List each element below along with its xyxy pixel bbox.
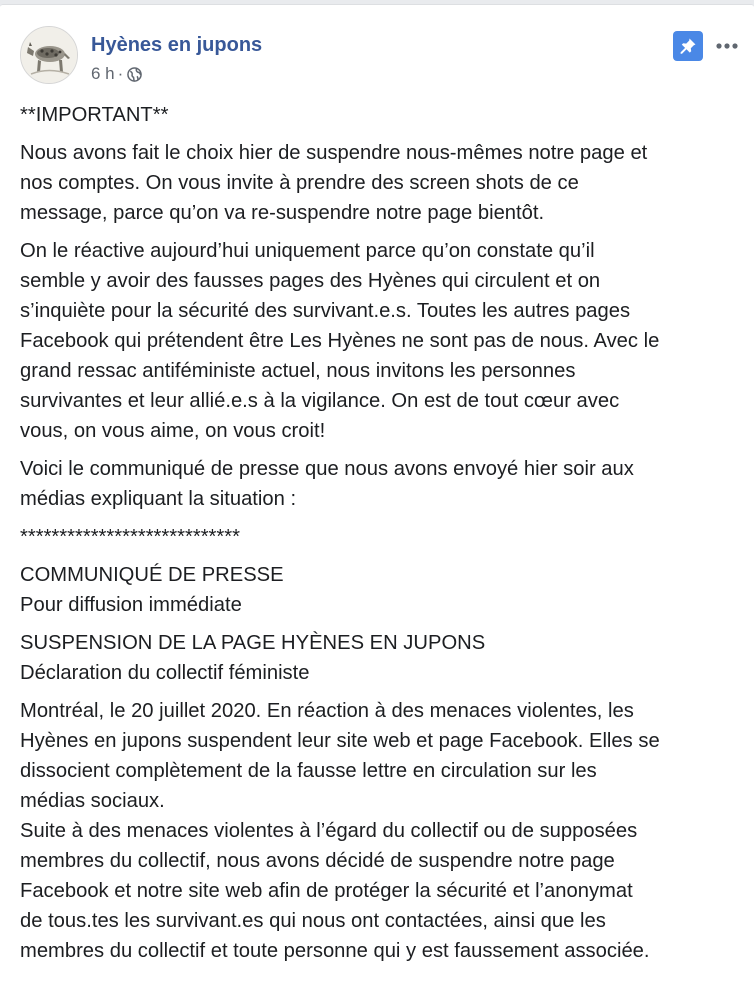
post-paragraph-press-intro: Voici le communiqué de presse que nous avons envoyé hier soir aux médias expliquant la situation : (20, 458, 634, 510)
post-card (0, 4, 754, 984)
globe-icon[interactable] (127, 67, 142, 82)
post-paragraph-separator: **************************** (20, 526, 240, 548)
post-paragraph-montreal: Montréal, le 20 juillet 2020. En réaction à des menaces violentes, les Hyènes en jupons suspendent leur site web et page Facebook. Elles se dissocient complètement de la fausse lettre en circulation sur les médias sociaux. (20, 700, 660, 812)
pin-post-button[interactable] (673, 31, 703, 61)
post-paragraph-press-header: COMMUNIQUÉ DE PRESSE Pour diffusion immédiate (20, 564, 284, 616)
post-paragraph-threats: Suite à des menaces violentes à l’égard du collectif ou de supposées membres du collectif, nous avons décidé de suspendre notre page Facebook et notre site web afin de protéger la sécurité et l’anonymat de tous.tes les survivant.es qui nous ont contactées, ainsi que les membres du collectif et toute personne qui y est faussement associée. (20, 820, 650, 962)
post-paragraph-suspension-choice: Nous avons fait le choix hier de suspendre nous-mêmes notre page et nos comptes. On vous invite à prendre des screen shots de ce message, parce qu’on va re-suspendre notre page bientôt. (20, 142, 648, 224)
meta-separator: · (117, 64, 124, 83)
more-options-icon (715, 42, 739, 50)
pushpin-icon (678, 36, 698, 56)
post-paragraph-important: **IMPORTANT** (20, 104, 169, 126)
hyena-logo-icon (21, 27, 77, 83)
page-avatar[interactable] (20, 26, 78, 84)
post-meta (91, 63, 142, 85)
post-body (20, 100, 745, 966)
post-timestamp[interactable]: 6 h (91, 64, 115, 83)
post-paragraph-press-title: SUSPENSION DE LA PAGE HYÈNES EN JUPONS Déclaration du collectif féministe (20, 632, 486, 684)
more-options-button[interactable] (710, 31, 744, 61)
post-paragraph-reactivation: On le réactive aujourd’hui uniquement parce qu’on constate qu’il semble y avoir des fausses pages des Hyènes qui circulent et on s’inquiète pour la sécurité des survivant.e.s. Toutes les autres pages Facebook qui prétendent être Les Hyènes ne sont pas de nous. Avec le grand ressac antiféministe actuel, nous invitons les personnes survivantes et leur allié.e.s à la vigilance. On est de tout cœur avec vous, on vous aime, on vous croit! (20, 240, 660, 442)
page-name-link[interactable]: Hyènes en jupons (91, 34, 263, 56)
